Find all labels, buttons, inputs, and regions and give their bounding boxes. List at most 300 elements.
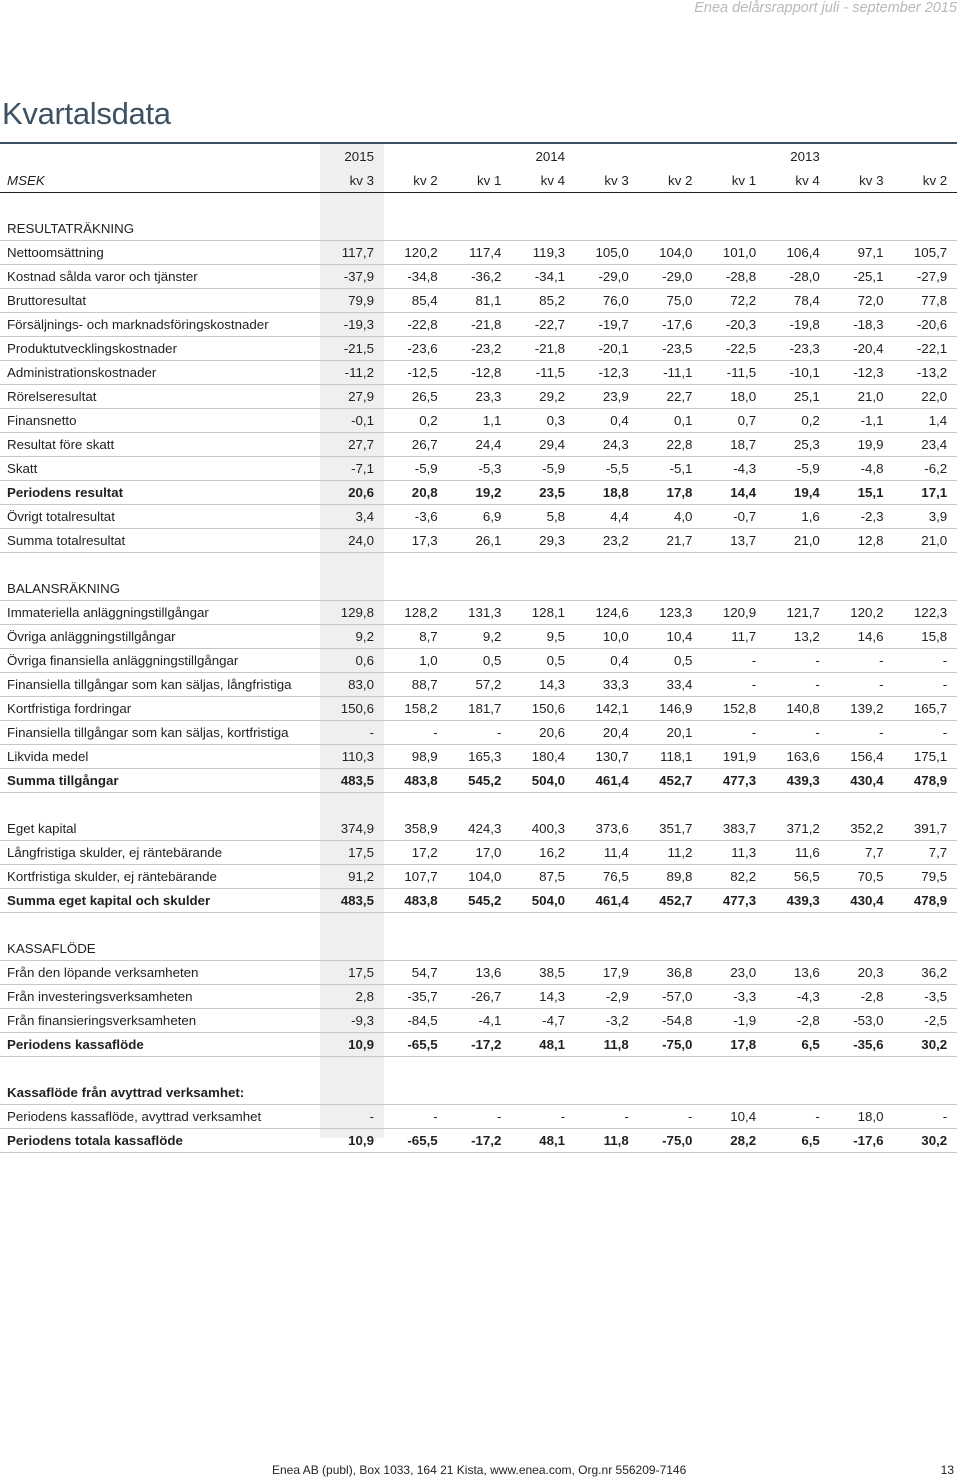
empty-cell (448, 937, 512, 961)
row-value: 483,5 (320, 769, 384, 793)
table-row (0, 889, 957, 913)
row-value: 175,1 (894, 745, 958, 769)
row-value: 57,2 (448, 673, 512, 697)
row-label: Immateriella anläggningstillgångar (0, 601, 320, 625)
row-value: -11,2 (320, 361, 384, 385)
row-value: -23,5 (639, 337, 703, 361)
row-label: Periodens resultat (0, 481, 320, 505)
gap-cell (0, 913, 957, 938)
row-value: -53,0 (830, 1009, 894, 1033)
row-value: 10,4 (702, 1105, 766, 1129)
row-value: 0,2 (766, 409, 830, 433)
row-value: -21,5 (320, 337, 384, 361)
quarter-label: kv 2 (894, 168, 958, 193)
row-value: 23,0 (702, 961, 766, 985)
quarterly-data-table (0, 144, 957, 1153)
row-value: 3,4 (320, 505, 384, 529)
row-value: 18,8 (575, 481, 639, 505)
row-value: 191,9 (702, 745, 766, 769)
row-value: 11,4 (575, 841, 639, 865)
row-value: -3,5 (894, 985, 958, 1009)
row-value: 117,7 (320, 241, 384, 265)
row-value: 48,1 (511, 1033, 575, 1057)
empty-cell (384, 937, 448, 961)
row-value: 14,3 (511, 673, 575, 697)
row-value: 79,9 (320, 289, 384, 313)
table-row (0, 289, 957, 313)
row-value: 21,0 (766, 529, 830, 553)
year-label (448, 144, 512, 168)
row-value: -28,0 (766, 265, 830, 289)
row-value: 23,3 (448, 385, 512, 409)
row-value: 452,7 (639, 889, 703, 913)
row-value: 23,2 (575, 529, 639, 553)
row-value: 10,4 (639, 625, 703, 649)
row-value: -6,2 (894, 457, 958, 481)
row-value: 38,5 (511, 961, 575, 985)
row-value: 25,1 (766, 385, 830, 409)
row-value: -2,8 (766, 1009, 830, 1033)
row-value: 10,9 (320, 1033, 384, 1057)
row-value: -1,9 (702, 1009, 766, 1033)
row-value: 1,1 (448, 409, 512, 433)
row-value: 19,2 (448, 481, 512, 505)
row-value: -5,3 (448, 457, 512, 481)
row-value: 371,2 (766, 817, 830, 841)
row-value: -4,3 (766, 985, 830, 1009)
row-label: Övrigt totalresultat (0, 505, 320, 529)
row-value: 123,3 (639, 601, 703, 625)
row-value: - (448, 1105, 512, 1129)
row-label: Från finansieringsverksamheten (0, 1009, 320, 1033)
row-label: Skatt (0, 457, 320, 481)
row-value: 0,7 (702, 409, 766, 433)
row-value: 54,7 (384, 961, 448, 985)
row-value: - (894, 1105, 958, 1129)
row-label: Övriga anläggningstillgångar (0, 625, 320, 649)
quarter-label: kv 1 (702, 168, 766, 193)
row-value: 82,2 (702, 865, 766, 889)
row-value: 17,9 (575, 961, 639, 985)
row-value: 9,2 (320, 625, 384, 649)
empty-cell (639, 937, 703, 961)
row-value: - (830, 673, 894, 697)
row-value: 23,4 (894, 433, 958, 457)
row-value: -9,3 (320, 1009, 384, 1033)
row-value: -4,8 (830, 457, 894, 481)
table-row (0, 337, 957, 361)
row-value: 0,4 (575, 409, 639, 433)
table-row (0, 673, 957, 697)
row-value: -17,2 (448, 1033, 512, 1057)
empty-cell (766, 217, 830, 241)
row-value: 0,3 (511, 409, 575, 433)
empty-cell (894, 577, 958, 601)
row-value: - (575, 1105, 639, 1129)
section-gap (0, 793, 957, 818)
empty-cell (384, 217, 448, 241)
row-value: 11,8 (575, 1033, 639, 1057)
table-row (0, 361, 957, 385)
row-value: 87,5 (511, 865, 575, 889)
empty-cell (894, 1081, 958, 1105)
row-value: 504,0 (511, 889, 575, 913)
section-gap (0, 913, 957, 938)
empty-cell (766, 1081, 830, 1105)
row-value: 122,3 (894, 601, 958, 625)
row-value: 13,2 (766, 625, 830, 649)
row-value: -2,8 (830, 985, 894, 1009)
row-value: 91,2 (320, 865, 384, 889)
row-value: 121,7 (766, 601, 830, 625)
row-value: 23,5 (511, 481, 575, 505)
row-value: -29,0 (639, 265, 703, 289)
row-value: -17,2 (448, 1129, 512, 1153)
quarter-label: kv 3 (575, 168, 639, 193)
row-label: Summa totalresultat (0, 529, 320, 553)
row-value: 165,3 (448, 745, 512, 769)
row-value: - (384, 1105, 448, 1129)
empty-cell (511, 217, 575, 241)
section-heading-row (0, 1081, 957, 1105)
gap-cell (0, 553, 957, 578)
row-value: 76,5 (575, 865, 639, 889)
empty-cell (830, 577, 894, 601)
row-value: -23,3 (766, 337, 830, 361)
row-value: -36,2 (448, 265, 512, 289)
row-value: 504,0 (511, 769, 575, 793)
row-value: 101,0 (702, 241, 766, 265)
quarter-label: kv 2 (639, 168, 703, 193)
table-row (0, 529, 957, 553)
section-heading-row (0, 577, 957, 601)
row-value: 10,0 (575, 625, 639, 649)
row-value: 120,9 (702, 601, 766, 625)
row-value: 104,0 (448, 865, 512, 889)
row-value: 152,8 (702, 697, 766, 721)
row-value: -4,1 (448, 1009, 512, 1033)
gap-cell (0, 793, 957, 818)
empty-cell (639, 1081, 703, 1105)
row-value: 98,9 (384, 745, 448, 769)
row-value: 124,6 (575, 601, 639, 625)
row-value: 374,9 (320, 817, 384, 841)
row-value: 24,3 (575, 433, 639, 457)
row-value: -22,8 (384, 313, 448, 337)
empty-cell (639, 577, 703, 601)
row-value: - (766, 673, 830, 697)
row-value: -1,1 (830, 409, 894, 433)
row-value: -12,8 (448, 361, 512, 385)
row-value: 9,2 (448, 625, 512, 649)
running-head: Enea delårsrapport juli - september 2015 (694, 0, 957, 16)
row-value: - (511, 1105, 575, 1129)
section-heading-row (0, 217, 957, 241)
row-value: -25,1 (830, 265, 894, 289)
year-label (639, 144, 703, 168)
row-value: -3,2 (575, 1009, 639, 1033)
row-value: 478,9 (894, 769, 958, 793)
row-value: 26,7 (384, 433, 448, 457)
row-value: - (830, 721, 894, 745)
row-value: 89,8 (639, 865, 703, 889)
row-value: 165,7 (894, 697, 958, 721)
row-value: -19,7 (575, 313, 639, 337)
table-row (0, 505, 957, 529)
row-value: -34,1 (511, 265, 575, 289)
quarter-label: kv 1 (448, 168, 512, 193)
row-value: 545,2 (448, 889, 512, 913)
row-value: 0,6 (320, 649, 384, 673)
row-value: -22,1 (894, 337, 958, 361)
empty-cell (639, 217, 703, 241)
row-value: 6,5 (766, 1033, 830, 1057)
row-value: 128,2 (384, 601, 448, 625)
header-quarter-row (0, 168, 957, 193)
table-row (0, 1129, 957, 1153)
table-row (0, 1033, 957, 1057)
row-value: 33,4 (639, 673, 703, 697)
row-label: Periodens totala kassaflöde (0, 1129, 320, 1153)
row-value: 22,0 (894, 385, 958, 409)
row-value: -0,1 (320, 409, 384, 433)
row-value: 17,8 (702, 1033, 766, 1057)
row-value: 0,5 (639, 649, 703, 673)
row-value: 12,8 (830, 529, 894, 553)
row-value: - (639, 1105, 703, 1129)
row-value: -54,8 (639, 1009, 703, 1033)
row-value: 83,0 (320, 673, 384, 697)
row-label: Likvida medel (0, 745, 320, 769)
table-row (0, 409, 957, 433)
section-heading: RESULTATRÄKNING (0, 217, 320, 241)
empty-cell (511, 1081, 575, 1105)
row-value: 7,7 (894, 841, 958, 865)
row-value: 107,7 (384, 865, 448, 889)
row-value: -20,3 (702, 313, 766, 337)
row-value: -3,3 (702, 985, 766, 1009)
row-value: -29,0 (575, 265, 639, 289)
empty-cell (894, 937, 958, 961)
row-value: 11,3 (702, 841, 766, 865)
row-value: 97,1 (830, 241, 894, 265)
row-value: 400,3 (511, 817, 575, 841)
row-value: 461,4 (575, 769, 639, 793)
table-row (0, 1105, 957, 1129)
row-value: 6,9 (448, 505, 512, 529)
row-value: 72,0 (830, 289, 894, 313)
row-value: 158,2 (384, 697, 448, 721)
table-row (0, 649, 957, 673)
section-heading: KASSAFLÖDE (0, 937, 320, 961)
row-value: 13,7 (702, 529, 766, 553)
row-value: 17,8 (639, 481, 703, 505)
row-label: Rörelseresultat (0, 385, 320, 409)
row-value: 22,7 (639, 385, 703, 409)
row-value: 20,8 (384, 481, 448, 505)
table-row (0, 601, 957, 625)
row-value: 0,5 (511, 649, 575, 673)
empty-cell (384, 577, 448, 601)
row-value: -2,9 (575, 985, 639, 1009)
row-value: -5,9 (766, 457, 830, 481)
table-row (0, 769, 957, 793)
empty-cell (575, 937, 639, 961)
row-value: 461,4 (575, 889, 639, 913)
row-value: 17,2 (384, 841, 448, 865)
unit-label: MSEK (0, 168, 320, 193)
row-label: Kortfristiga skulder, ej räntebärande (0, 865, 320, 889)
row-value: - (894, 649, 958, 673)
empty-cell (702, 217, 766, 241)
row-value: -3,6 (384, 505, 448, 529)
row-value: 28,2 (702, 1129, 766, 1153)
row-value: 33,3 (575, 673, 639, 697)
row-value: 18,0 (702, 385, 766, 409)
row-value: -26,7 (448, 985, 512, 1009)
section-heading: BALANSRÄKNING (0, 577, 320, 601)
row-value: -28,8 (702, 265, 766, 289)
row-label: Nettoomsättning (0, 241, 320, 265)
row-value: 79,5 (894, 865, 958, 889)
table-row (0, 817, 957, 841)
row-value: -11,5 (702, 361, 766, 385)
row-label: Finansnetto (0, 409, 320, 433)
row-value: -57,0 (639, 985, 703, 1009)
row-label: Övriga finansiella anläggningstillgångar (0, 649, 320, 673)
table-row (0, 985, 957, 1009)
row-value: -23,2 (448, 337, 512, 361)
row-value: 20,1 (639, 721, 703, 745)
row-label: Finansiella tillgångar som kan säljas, kortfristiga (0, 721, 320, 745)
row-value: 29,4 (511, 433, 575, 457)
row-value: 85,4 (384, 289, 448, 313)
row-value: 77,8 (894, 289, 958, 313)
row-value: -19,8 (766, 313, 830, 337)
row-value: 8,7 (384, 625, 448, 649)
row-value: - (894, 721, 958, 745)
row-value: 10,9 (320, 1129, 384, 1153)
row-value: 483,8 (384, 889, 448, 913)
row-value: 21,0 (830, 385, 894, 409)
row-value: -22,7 (511, 313, 575, 337)
row-value: - (320, 1105, 384, 1129)
row-label: Administrationskostnader (0, 361, 320, 385)
empty-cell (702, 577, 766, 601)
row-value: -5,9 (384, 457, 448, 481)
row-value: -10,1 (766, 361, 830, 385)
row-value: 0,2 (384, 409, 448, 433)
row-value: 117,4 (448, 241, 512, 265)
row-value: 0,5 (448, 649, 512, 673)
row-value: 4,4 (575, 505, 639, 529)
row-value: -20,1 (575, 337, 639, 361)
row-label: Eget kapital (0, 817, 320, 841)
row-value: - (894, 673, 958, 697)
empty-cell (830, 217, 894, 241)
row-value: 545,2 (448, 769, 512, 793)
row-value: 150,6 (511, 697, 575, 721)
row-value: 56,5 (766, 865, 830, 889)
row-value: 26,1 (448, 529, 512, 553)
table-row (0, 745, 957, 769)
row-value: 119,3 (511, 241, 575, 265)
quarter-label: kv 4 (766, 168, 830, 193)
row-value: -65,5 (384, 1129, 448, 1153)
row-value: 11,7 (702, 625, 766, 649)
row-value: 181,7 (448, 697, 512, 721)
row-value: 19,9 (830, 433, 894, 457)
row-value: -5,5 (575, 457, 639, 481)
row-value: 180,4 (511, 745, 575, 769)
table-row (0, 457, 957, 481)
row-value: 352,2 (830, 817, 894, 841)
row-value: 17,1 (894, 481, 958, 505)
row-value: 129,8 (320, 601, 384, 625)
section-heading-row (0, 937, 957, 961)
row-value: -21,8 (448, 313, 512, 337)
empty-cell (384, 1081, 448, 1105)
row-value: 29,2 (511, 385, 575, 409)
row-value: 18,0 (830, 1105, 894, 1129)
row-value: 14,6 (830, 625, 894, 649)
row-value: 13,6 (448, 961, 512, 985)
row-value: 23,9 (575, 385, 639, 409)
row-value: 439,3 (766, 889, 830, 913)
row-value: -4,3 (702, 457, 766, 481)
table-row (0, 385, 957, 409)
empty-cell (448, 217, 512, 241)
row-value: 19,4 (766, 481, 830, 505)
row-value: 118,1 (639, 745, 703, 769)
row-value: - (830, 649, 894, 673)
row-value: 18,7 (702, 433, 766, 457)
row-value: -5,1 (639, 457, 703, 481)
row-value: 140,8 (766, 697, 830, 721)
year-label (702, 144, 766, 168)
row-value: 7,7 (830, 841, 894, 865)
row-value: -11,1 (639, 361, 703, 385)
row-value: -75,0 (639, 1033, 703, 1057)
row-value: -12,5 (384, 361, 448, 385)
row-value: -20,4 (830, 337, 894, 361)
quarter-label: kv 3 (830, 168, 894, 193)
row-value: -23,6 (384, 337, 448, 361)
row-value: 452,7 (639, 769, 703, 793)
row-value: 1,4 (894, 409, 958, 433)
row-value: 11,2 (639, 841, 703, 865)
row-value: 72,2 (702, 289, 766, 313)
row-value: - (320, 721, 384, 745)
row-value: 24,0 (320, 529, 384, 553)
empty-cell (320, 1081, 384, 1105)
year-label: 2014 (535, 148, 566, 164)
row-value: 142,1 (575, 697, 639, 721)
row-value: -34,8 (384, 265, 448, 289)
table-row (0, 481, 957, 505)
row-label: Periodens kassaflöde (0, 1033, 320, 1057)
table-row (0, 433, 957, 457)
row-value: 17,3 (384, 529, 448, 553)
row-value: - (702, 673, 766, 697)
empty-cell (702, 937, 766, 961)
row-label: Från den löpande verksamheten (0, 961, 320, 985)
table-row (0, 313, 957, 337)
row-value: -75,0 (639, 1129, 703, 1153)
row-value: - (766, 1105, 830, 1129)
row-value: 30,2 (894, 1129, 958, 1153)
row-value: 14,3 (511, 985, 575, 1009)
